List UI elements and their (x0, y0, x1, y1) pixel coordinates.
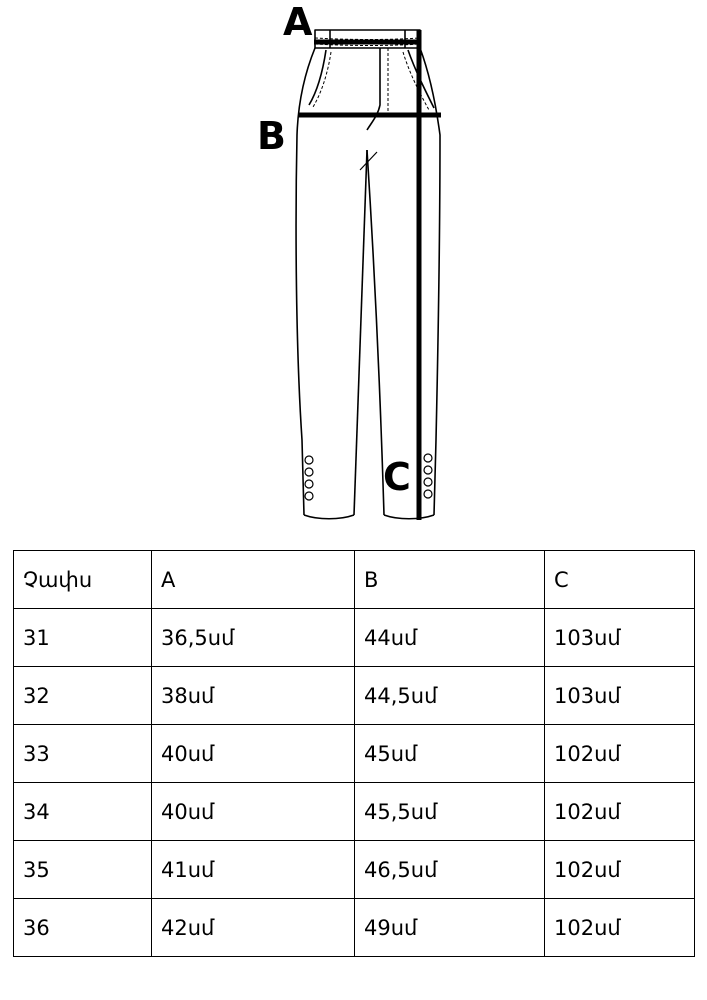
measurement-lines (298, 30, 441, 520)
table-header-row (14, 551, 695, 609)
cell-a: 36,5սմ (152, 609, 355, 667)
cell-size: 36 (14, 899, 152, 957)
cell-c: 102սմ (545, 725, 695, 783)
cell-a: 41սմ (152, 841, 355, 899)
measure-label-c: C (383, 455, 411, 499)
cell-size: 33 (14, 725, 152, 783)
table-row (14, 725, 695, 783)
cell-a: 40սմ (152, 725, 355, 783)
table-row (14, 667, 695, 725)
table-row (14, 899, 695, 957)
table-row (14, 841, 695, 899)
cell-size: 31 (14, 609, 152, 667)
header-cell-a: A (152, 551, 355, 609)
header-cell-b: B (355, 551, 545, 609)
hem-buttons (305, 454, 432, 500)
table-row (14, 783, 695, 841)
cell-a: 42սմ (152, 899, 355, 957)
cell-a: 38սմ (152, 667, 355, 725)
cell-a: 40սմ (152, 783, 355, 841)
cell-c: 102սմ (545, 899, 695, 957)
cell-size: 35 (14, 841, 152, 899)
measure-label-b: B (257, 114, 286, 158)
cell-c: 103սմ (545, 667, 695, 725)
cell-size: 34 (14, 783, 152, 841)
measure-label-a: A (283, 0, 313, 44)
cell-b: 45,5սմ (355, 783, 545, 841)
cell-b: 44սմ (355, 609, 545, 667)
size-table (13, 550, 695, 957)
cell-b: 44,5սմ (355, 667, 545, 725)
table-row (14, 609, 695, 667)
cell-c: 102սմ (545, 841, 695, 899)
cell-c: 103սմ (545, 609, 695, 667)
cell-size: 32 (14, 667, 152, 725)
cell-b: 45սմ (355, 725, 545, 783)
header-cell-c: C (545, 551, 695, 609)
cell-c: 102սմ (545, 783, 695, 841)
cell-b: 49սմ (355, 899, 545, 957)
header-cell-size: Չափս (14, 551, 152, 609)
cell-b: 46,5սմ (355, 841, 545, 899)
